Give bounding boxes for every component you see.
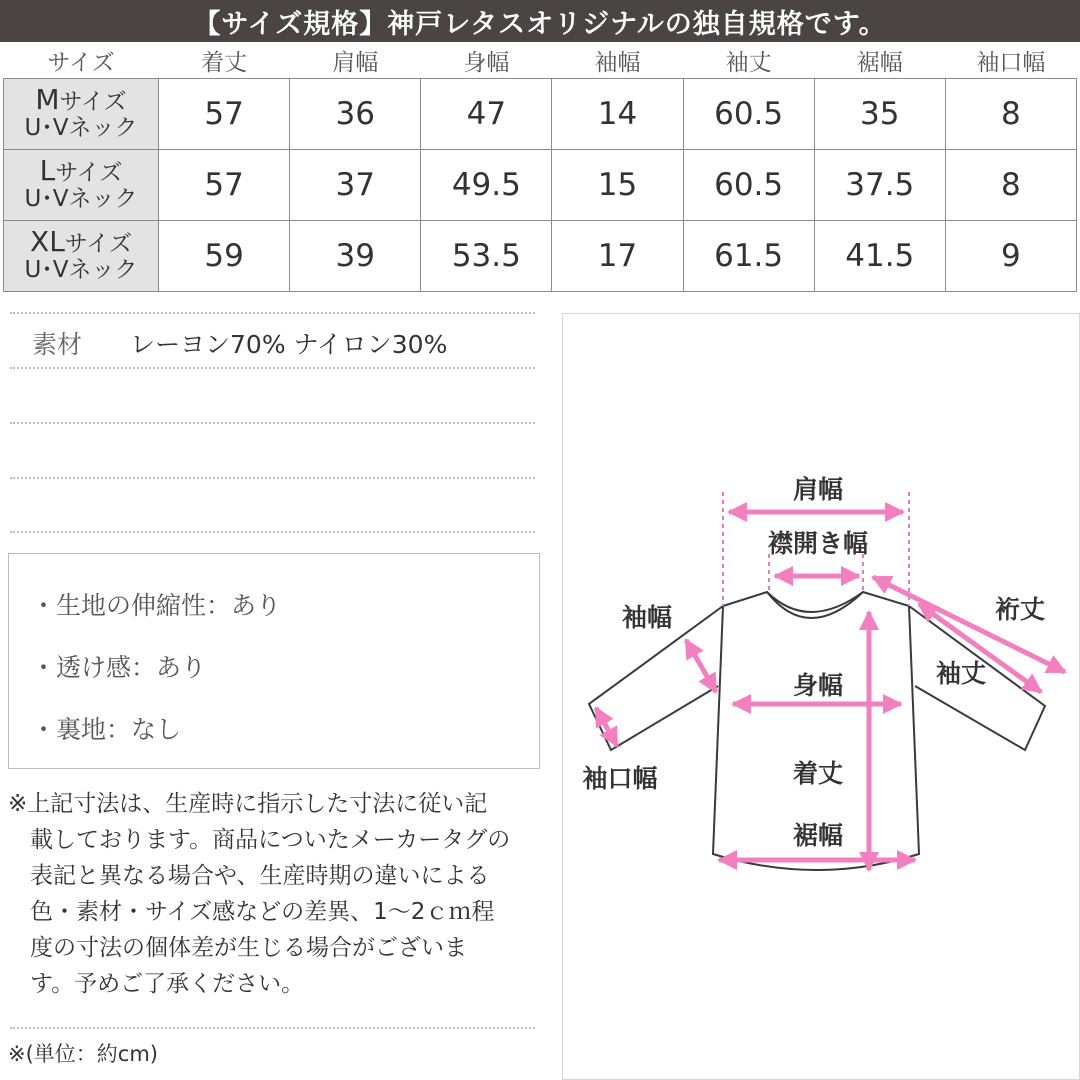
divider <box>10 1027 535 1029</box>
table-header-row <box>4 42 1077 79</box>
property-lining: ・裏地：なし <box>31 715 182 744</box>
table-cell: 49.5 <box>421 150 552 221</box>
table-cell: 36 <box>290 79 421 150</box>
size-cell <box>4 221 159 292</box>
table-cell: 53.5 <box>421 221 552 292</box>
size-suffix: サイズ <box>55 160 123 186</box>
divider <box>10 477 535 479</box>
sleeve-width-arrow <box>686 640 716 692</box>
table-cell: 57 <box>159 79 290 150</box>
size-name: L <box>39 154 56 187</box>
label-hem: 裾幅 <box>792 821 844 850</box>
table-cell: 60.5 <box>683 79 814 150</box>
note-line: 載しております。商品についたメーカータグの <box>30 827 511 853</box>
column-header: 袖口幅 <box>976 49 1046 76</box>
column-header: 身幅 <box>463 49 510 76</box>
label-sleeve-length: 袖丈 <box>935 659 987 688</box>
fabric-properties-box <box>8 553 540 769</box>
divider <box>10 367 535 369</box>
divider <box>10 312 535 314</box>
table-row <box>4 150 1077 221</box>
note-line: ※上記寸法は、生産時に指示した寸法に従い記 <box>8 791 488 817</box>
size-cell <box>4 79 159 150</box>
garment-diagram <box>563 314 1080 1080</box>
size-suffix: サイズ <box>64 231 132 257</box>
measurement-note <box>8 786 548 1002</box>
table-cell: 60.5 <box>683 150 814 221</box>
table-cell: 37 <box>290 150 421 221</box>
label-yuki: 裄丈 <box>994 595 1046 624</box>
label-collar: 襟開き幅 <box>767 529 869 558</box>
note-line: 度の寸法の個体差が生じる場合がございま <box>30 935 467 961</box>
label-cuff: 袖口幅 <box>582 764 658 793</box>
column-header: 着丈 <box>201 49 248 76</box>
table-cell: 8 <box>945 79 1076 150</box>
neck-type: U･Vネック <box>24 186 138 212</box>
table-cell: 61.5 <box>683 221 814 292</box>
table-cell: 35 <box>814 79 945 150</box>
table-row <box>4 79 1077 150</box>
unit-note: ※(単位：約cm) <box>8 1042 158 1066</box>
table-cell: 17 <box>552 221 683 292</box>
column-header: サイズ <box>47 49 115 76</box>
measurement-diagram <box>562 313 1080 1080</box>
size-table <box>3 42 1077 292</box>
title-banner: 【サイズ規格】神戸レタスオリジナルの独自規格です。 <box>0 0 1080 42</box>
yuki-arrow <box>873 577 1065 672</box>
divider <box>10 422 535 424</box>
size-suffix: サイズ <box>59 89 127 115</box>
table-cell: 9 <box>945 221 1076 292</box>
table-cell: 39 <box>290 221 421 292</box>
size-name: M <box>35 83 60 116</box>
table-cell: 37.5 <box>814 150 945 221</box>
note-line: 表記と異なる場合や、生産時期の違いによる <box>30 863 490 889</box>
neck-type: U･Vネック <box>24 257 138 283</box>
property-sheerness: ・透け感：あり <box>31 653 207 682</box>
label-shoulder: 肩幅 <box>792 475 844 504</box>
neck-type: U･Vネック <box>24 115 138 141</box>
table-row <box>4 221 1077 292</box>
table-cell: 57 <box>159 150 290 221</box>
label-length: 着丈 <box>792 759 844 788</box>
material-value: レーヨン70% ナイロン30% <box>130 330 448 359</box>
note-line: す。予めご了承ください。 <box>30 971 305 997</box>
table-cell: 47 <box>421 79 552 150</box>
size-name: XL <box>30 225 65 258</box>
divider <box>10 531 535 533</box>
note-line: 色・素材・サイズ感などの差異、1～2ｃｍ程 <box>30 899 495 925</box>
size-cell <box>4 150 159 221</box>
table-cell: 59 <box>159 221 290 292</box>
column-header: 裾幅 <box>856 49 903 76</box>
material-row <box>32 325 447 361</box>
table-cell: 41.5 <box>814 221 945 292</box>
column-header: 肩幅 <box>332 49 379 76</box>
table-cell: 14 <box>552 79 683 150</box>
label-body-width: 身幅 <box>792 671 844 700</box>
label-sleeve-width: 袖幅 <box>621 603 673 632</box>
property-stretch: ・生地の伸縮性：あり <box>31 591 282 620</box>
column-header: 袖丈 <box>725 49 772 76</box>
table-cell: 8 <box>945 150 1076 221</box>
table-cell: 15 <box>552 150 683 221</box>
material-label: 素材 <box>32 330 83 359</box>
column-header: 袖幅 <box>594 49 641 76</box>
neckline <box>767 592 863 618</box>
